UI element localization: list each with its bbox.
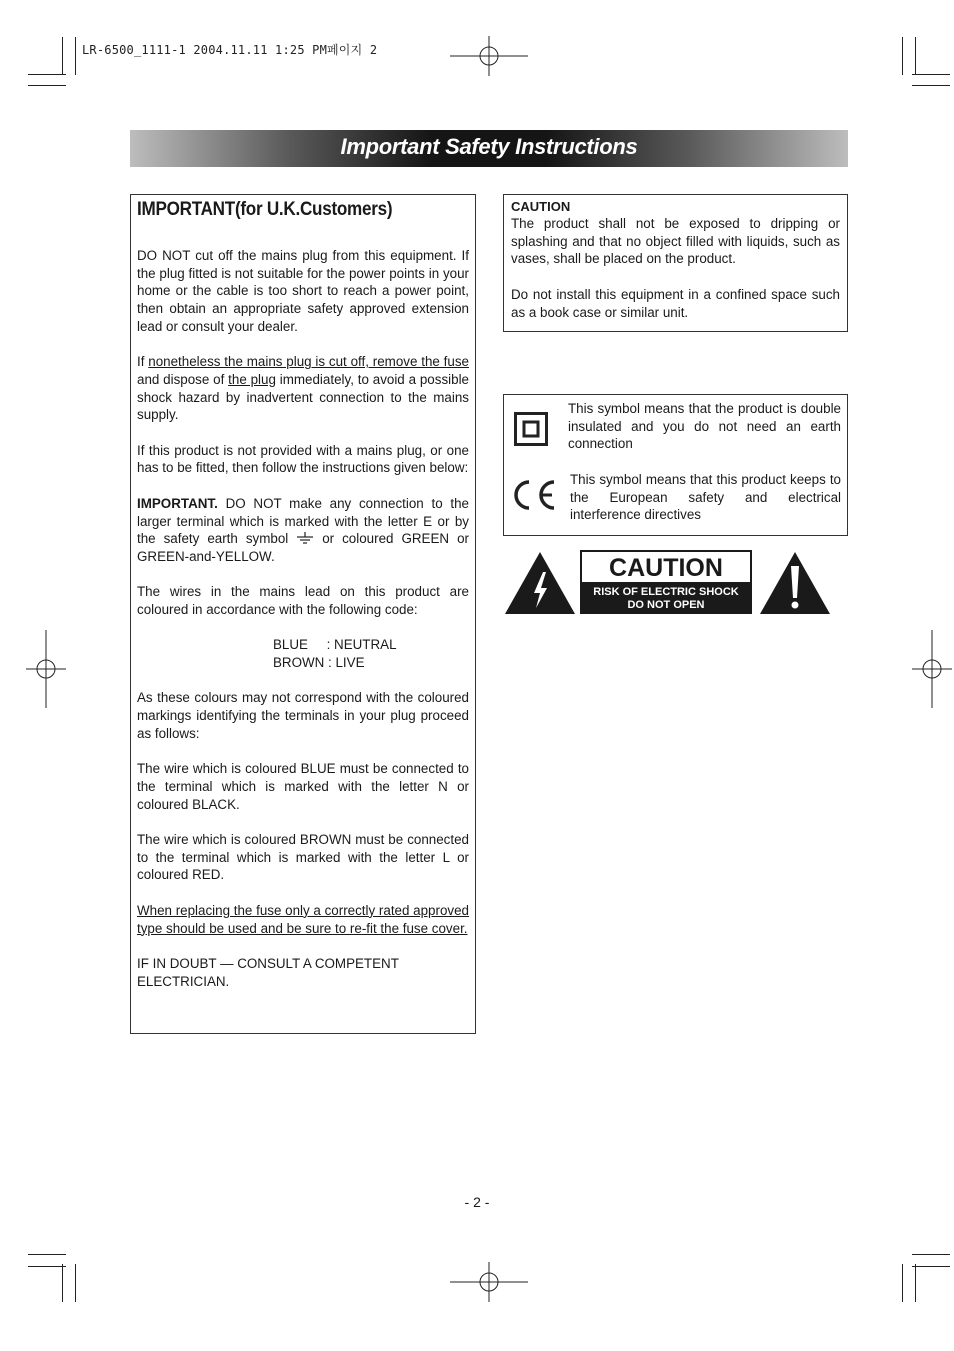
symbols-box xyxy=(503,394,848,536)
uk-paragraph-8: The wire which is coloured BROWN must be connected to the terminal which is marked with the letter L or coloured RED. xyxy=(137,832,469,883)
registration-mark-right xyxy=(912,630,952,708)
wire-code-list xyxy=(273,636,469,671)
uk-instructions-box xyxy=(130,194,476,1034)
wire-blue: BLUE : NEUTRAL xyxy=(273,637,397,653)
registration-mark-bottom xyxy=(450,1262,528,1302)
wire-brown: BROWN : LIVE xyxy=(273,655,365,671)
double-insulated-icon xyxy=(514,412,548,446)
uk-paragraph-3: If this product is not provided with a mains plug, or one has to be fitted, then follow the instructions given below: xyxy=(137,442,469,476)
uk-paragraph-1: DO NOT cut off the mains plug from this equipment. If the plug fitted is not suitable for the power points in your home or the cable is too short to reach a power point, then obtain an appropriate safety approved extension lead or consult your dealer. xyxy=(137,248,469,334)
caution-paragraph-2: Do not install this equipment in a confined space such as a book case or similar unit. xyxy=(511,286,840,320)
caution-label-line1: RISK OF ELECTRIC SHOCK xyxy=(593,586,739,598)
underlined-text: nonetheless the mains plug is cut off, remove the fuse xyxy=(148,354,469,370)
earth-symbol-icon xyxy=(296,532,314,544)
uk-paragraph-4 xyxy=(137,495,469,566)
important-label: IMPORTANT. xyxy=(137,495,218,511)
uk-paragraph-2 xyxy=(137,353,469,424)
text-fragment: and dispose of xyxy=(137,371,229,387)
registration-mark-left xyxy=(26,630,66,708)
caution-label xyxy=(580,550,752,614)
double-insulated-text: This symbol means that the product is double insulated and you do not need an earth connection xyxy=(568,401,841,452)
caution-paragraph-1: The product shall not be exposed to dripping or splashing and that no object filled with liquids, such as vases, shall be placed on the product. xyxy=(511,216,840,267)
uk-paragraph-5: The wires in the mains lead on this product are coloured in accordance with the following code: xyxy=(137,584,469,617)
uk-paragraph-9: When replacing the fuse only a correctly rated approved type should be used and be sure to re-fit the fuse cover. xyxy=(137,902,469,936)
print-slug: LR-6500_1111-1 2004.11.11 1:25 PM페이지 2 xyxy=(82,43,378,57)
uk-paragraph-7: The wire which is coloured BLUE must be connected to the terminal which is marked with the letter N or coloured BLACK. xyxy=(137,761,469,812)
page-number: - 2 - xyxy=(464,1194,490,1210)
header-bar xyxy=(130,130,848,167)
ce-mark-icon xyxy=(509,479,557,511)
text-fragment: DO NOT make any connection to the larger terminal which is marked with the letter E or by the safety earth symbol xyxy=(137,495,469,547)
text-fragment: or coloured GREEN or GREEN-and-YELLOW. xyxy=(137,531,469,564)
text-fragment: immediately, to avoid a possible shock hazard by inadvertent connection to the mains supply. xyxy=(137,371,469,423)
uk-paragraph-6: As these colours may not correspond with the coloured markings identifying the terminals in your plug proceed as follows: xyxy=(137,690,469,741)
text-fragment: If xyxy=(137,354,149,370)
uk-paragraph-10: IF IN DOUBT — CONSULT A COMPETENT ELECTRICIAN. xyxy=(137,955,399,989)
caution-label-word: CAUTION xyxy=(582,552,750,582)
caution-heading: CAUTION xyxy=(511,199,571,214)
electric-shock-warning-icon xyxy=(503,550,577,616)
ce-mark-text: This symbol means that this product keeps to the European safety and electrical interference directives xyxy=(570,472,841,523)
registration-mark-top xyxy=(450,36,528,76)
caution-label-line2: DO NOT OPEN xyxy=(627,599,705,611)
caution-box xyxy=(503,194,848,332)
uk-title: IMPORTANT(for U.K.Customers) xyxy=(137,199,393,220)
exclamation-warning-icon xyxy=(758,550,832,616)
page-title: Important Safety Instructions xyxy=(340,134,638,159)
underlined-text: the plug xyxy=(228,371,276,387)
